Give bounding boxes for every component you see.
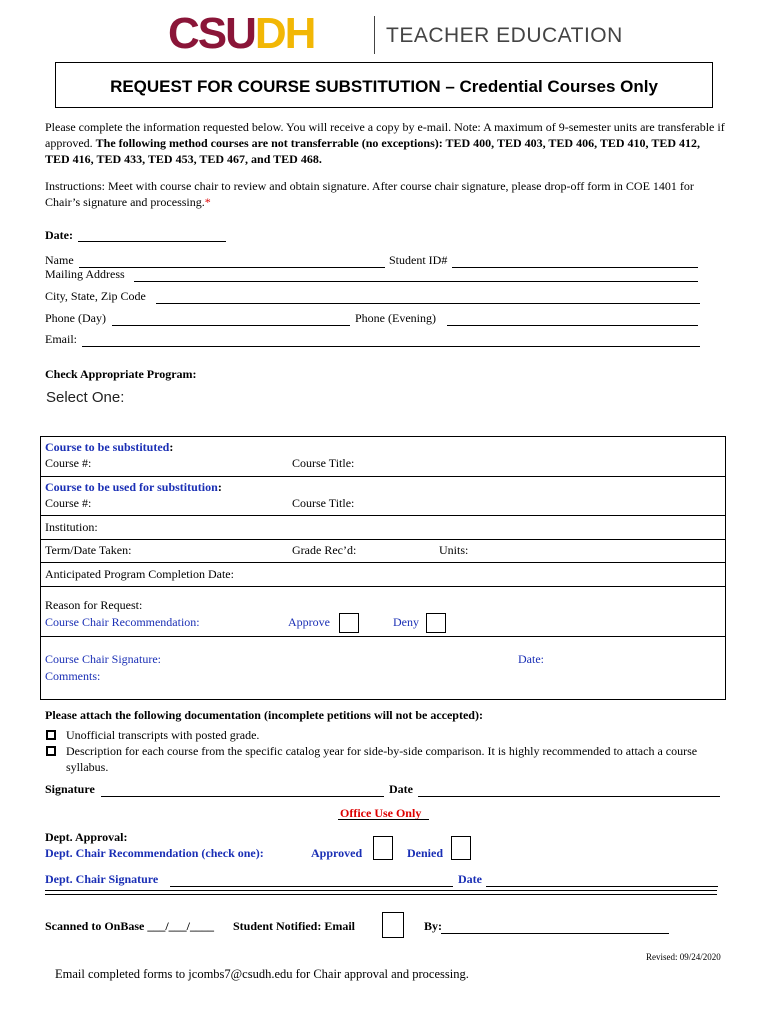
form-title: REQUEST FOR COURSE SUBSTITUTION – Credential Courses Only bbox=[110, 77, 658, 96]
office-use-heading: Office Use Only bbox=[340, 806, 422, 820]
phone-day-field[interactable] bbox=[112, 311, 350, 326]
intro-paragraph bbox=[45, 119, 725, 167]
signature-date-field[interactable] bbox=[418, 782, 720, 797]
completion-label: Anticipated Program Completion Date: bbox=[45, 567, 234, 581]
attach-heading: Please attach the following documentation (incomplete petitions will not be accepted): bbox=[45, 708, 483, 722]
approve-label: Approve bbox=[288, 615, 330, 629]
sub-course-title-label: Course Title: bbox=[292, 456, 355, 470]
substituted-heading: Course to be substituted: bbox=[45, 440, 174, 454]
comments-label: Comments: bbox=[45, 669, 101, 683]
used-course-title-label: Course Title: bbox=[292, 496, 355, 510]
form-title-box bbox=[55, 62, 713, 108]
intro-bold-text: The following method courses are not transferrable (no exceptions): TED 400, TED 403, TED 406, TED 410, TED 412, TED 416, TED 433, TED 453, TED 467, and TED 468. bbox=[45, 136, 701, 166]
approved-label: Approved bbox=[311, 846, 363, 860]
name-label: Name bbox=[45, 253, 74, 267]
name-field[interactable] bbox=[79, 253, 385, 268]
date-field[interactable] bbox=[78, 226, 226, 242]
attach-item-description: Description for each course from the specific catalog year for side-by-side comparison. It is highly recommended to attach a course syllabus. bbox=[66, 744, 698, 774]
by-field[interactable] bbox=[441, 919, 669, 934]
grade-label: Grade Rec’d: bbox=[292, 543, 357, 557]
by-label: By: bbox=[424, 919, 442, 933]
phone-evening-label: Phone (Evening) bbox=[355, 311, 436, 325]
phone-evening-field[interactable] bbox=[447, 311, 698, 326]
city-label: City, State, Zip Code bbox=[45, 289, 146, 303]
csudh-logo: CSUDH bbox=[168, 9, 315, 58]
deny-checkbox[interactable] bbox=[426, 613, 446, 633]
chair-recommendation-label: Course Chair Recommendation: bbox=[45, 615, 200, 629]
course-table bbox=[40, 436, 726, 700]
mailing-address-label: Mailing Address bbox=[45, 267, 125, 281]
units-label: Units: bbox=[439, 543, 469, 557]
revised-date: Revised: 09/24/2020 bbox=[646, 952, 721, 962]
instructions-paragraph bbox=[45, 178, 725, 210]
student-id-label: Student ID# bbox=[389, 253, 448, 267]
department-name: TEACHER EDUCATION bbox=[386, 24, 623, 47]
program-select[interactable]: Select One: bbox=[46, 389, 125, 406]
dept-approval-label: Dept. Approval: bbox=[45, 830, 128, 844]
description-checkbox[interactable] bbox=[46, 746, 56, 756]
used-course-number-label: Course #: bbox=[45, 496, 92, 510]
reason-label: Reason for Request: bbox=[45, 598, 143, 612]
header-logo bbox=[168, 9, 628, 58]
chair-signature-label: Course Chair Signature: bbox=[45, 652, 161, 666]
attach-item-transcripts: Unofficial transcripts with posted grade. bbox=[66, 728, 260, 742]
term-label: Term/Date Taken: bbox=[45, 543, 132, 557]
sub-course-number-label: Course #: bbox=[45, 456, 92, 470]
denied-label: Denied bbox=[407, 846, 443, 860]
institution-label: Institution: bbox=[45, 520, 98, 534]
city-field[interactable] bbox=[156, 289, 700, 304]
email-field[interactable] bbox=[82, 332, 700, 347]
student-id-field[interactable] bbox=[452, 253, 698, 268]
email-label: Email: bbox=[45, 332, 77, 346]
required-asterisk: * bbox=[204, 195, 211, 209]
dept-chair-signature-label: Dept. Chair Signature bbox=[45, 872, 159, 886]
deny-label: Deny bbox=[393, 615, 419, 629]
used-heading: Course to be used for substitution: bbox=[45, 480, 222, 494]
signature-label: Signature bbox=[45, 782, 95, 796]
date-label: Date: bbox=[45, 228, 73, 242]
instructions-text: Instructions: Meet with course chair to review and obtain signature. After course chair signature, please drop-off form in COE 1401 for Chair’s signature and processing. bbox=[45, 179, 694, 209]
program-label: Check Appropriate Program: bbox=[45, 367, 197, 381]
denied-checkbox[interactable] bbox=[451, 836, 471, 860]
dept-chair-date-label: Date bbox=[458, 872, 482, 886]
dept-chair-date-field[interactable] bbox=[486, 872, 718, 887]
dept-chair-signature-field[interactable] bbox=[170, 872, 453, 887]
email-checkbox[interactable] bbox=[382, 912, 404, 938]
dept-chair-recommendation-label: Dept. Chair Recommendation (check one): bbox=[45, 846, 264, 860]
approved-checkbox[interactable] bbox=[373, 836, 393, 860]
footer-note: Email completed forms to jcombs7@csudh.edu for Chair approval and processing. bbox=[55, 967, 469, 981]
phone-day-label: Phone (Day) bbox=[45, 311, 106, 325]
signature-field[interactable] bbox=[101, 782, 384, 797]
mailing-address-field[interactable] bbox=[134, 267, 698, 282]
student-notified-label: Student Notified: Email bbox=[233, 919, 356, 933]
chair-date-label: Date: bbox=[518, 652, 544, 666]
separator bbox=[45, 890, 717, 895]
transcript-checkbox[interactable] bbox=[46, 730, 56, 740]
logo-divider bbox=[374, 16, 375, 54]
signature-date-label: Date bbox=[389, 782, 413, 796]
scanned-label: Scanned to OnBase ___/___/____ bbox=[45, 919, 215, 933]
intro-text: Please complete the information requested below. You will receive a copy by e-mail. Note: A maximum of 9-semester units are transferable if approved. bbox=[45, 120, 725, 150]
approve-checkbox[interactable] bbox=[339, 613, 359, 633]
